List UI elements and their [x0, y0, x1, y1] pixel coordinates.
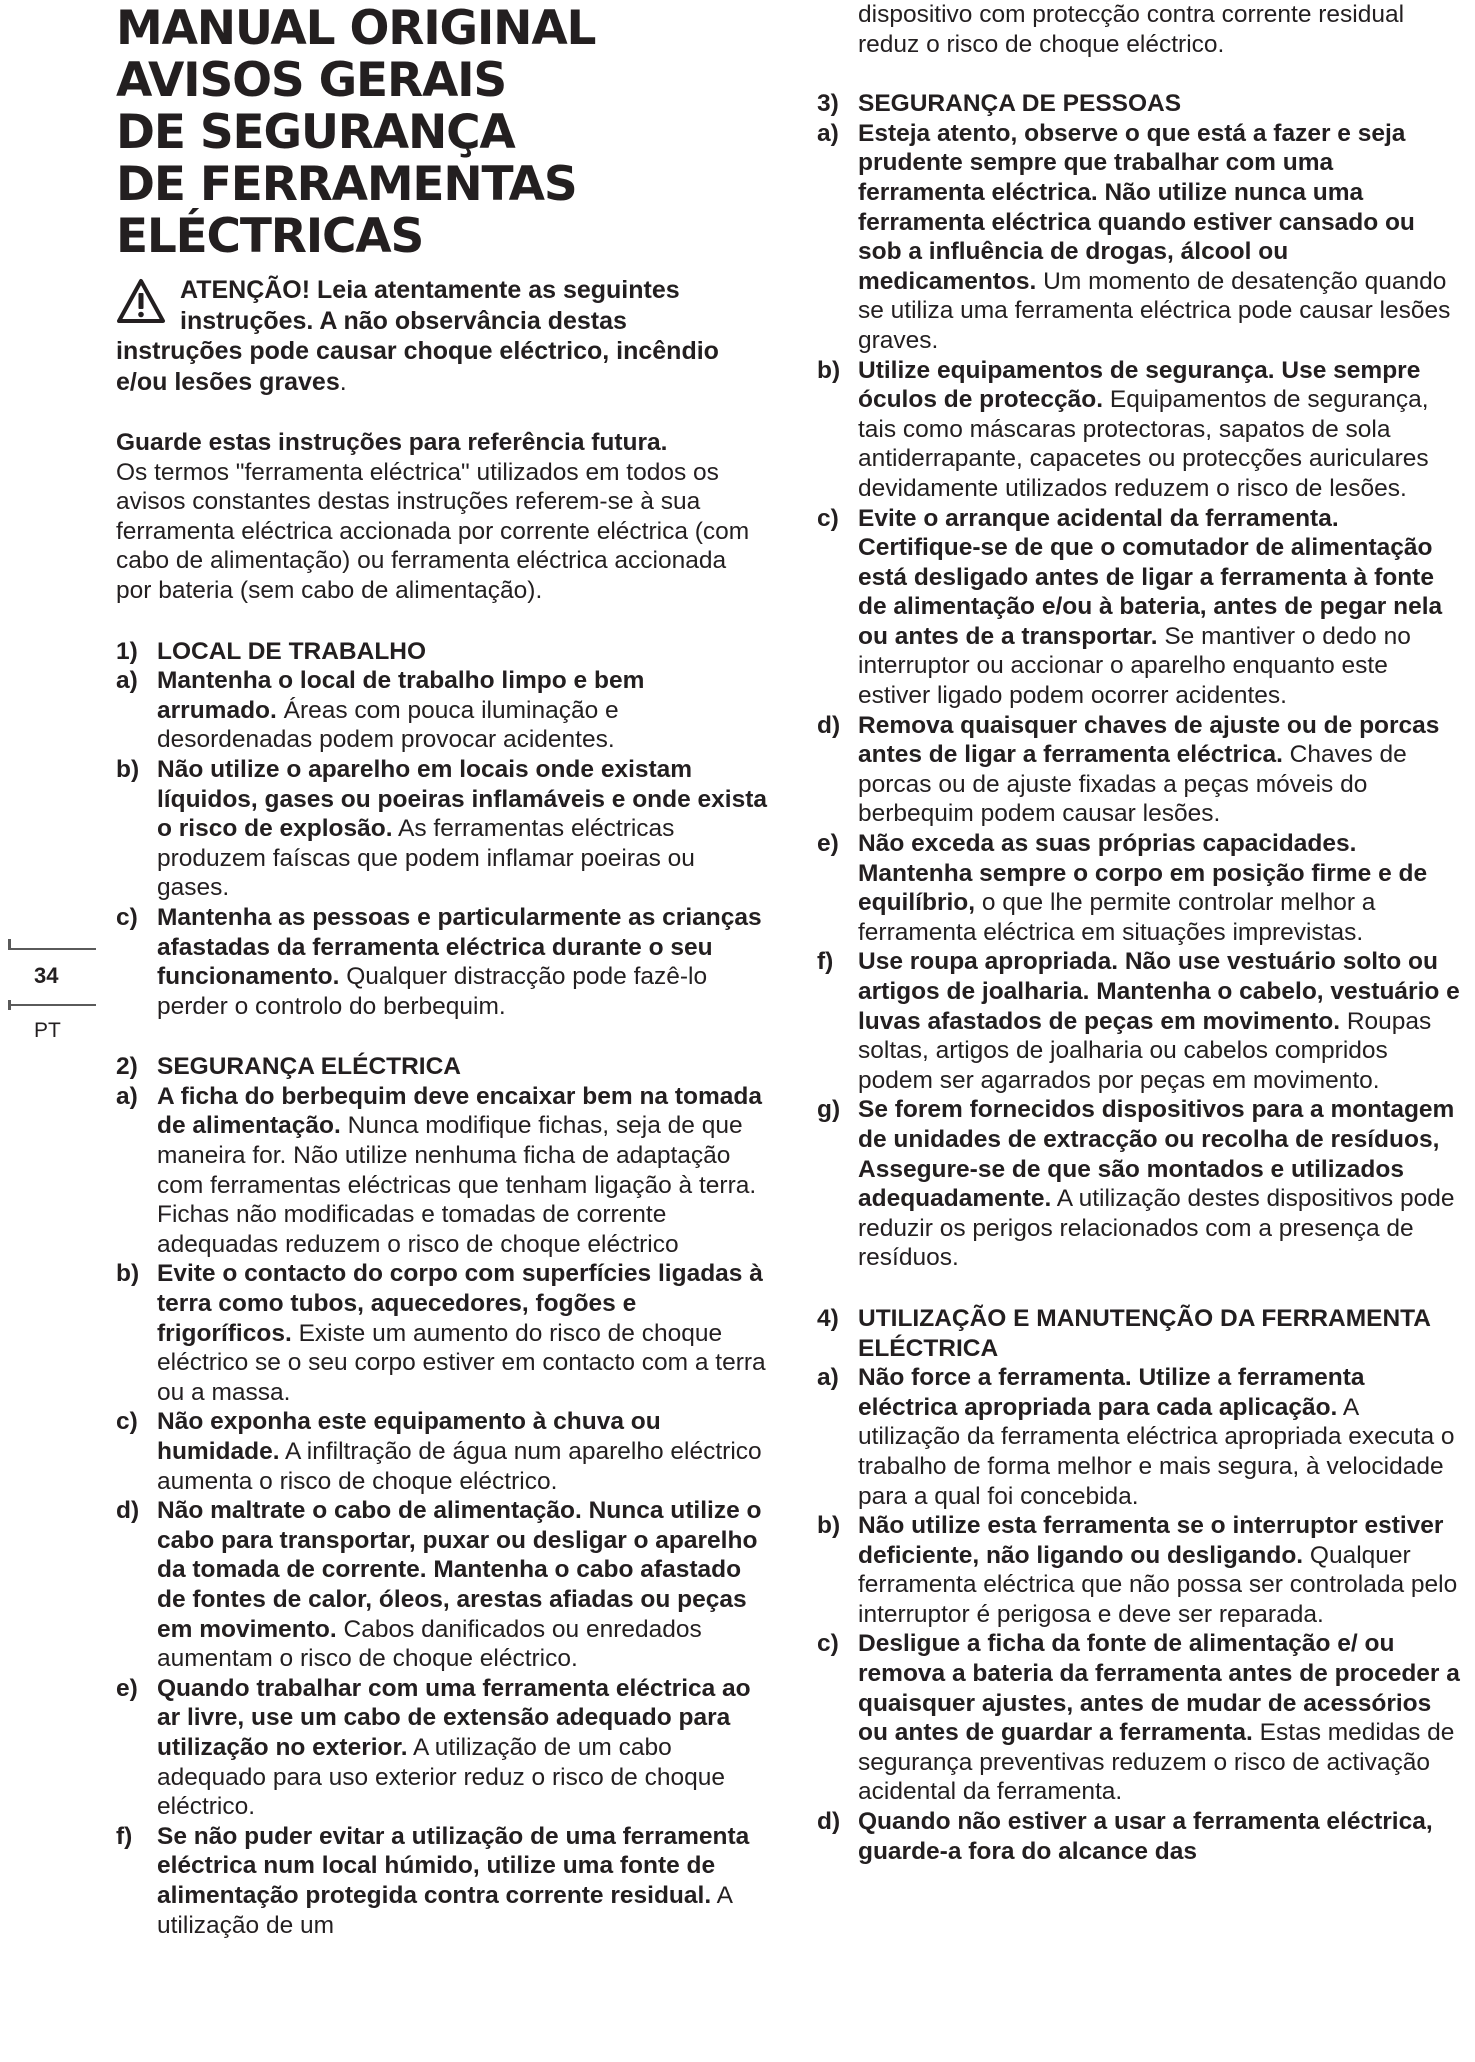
item-bold-text: Esteja atento, observe o que está a fazer e seja prudente sempre que trabalhar com uma ferramenta eléctrica. Não utilize nunca uma ferramenta eléctrica quando estiver cansado ou sob a influência de drogas, álcool ou medicamentos.	[858, 119, 1415, 295]
list-item	[817, 119, 1465, 356]
list-item	[116, 1822, 768, 1940]
title-line: DE SEGURANÇA	[116, 105, 515, 160]
list-item	[817, 711, 1465, 829]
item-bold-text: Remova quaisquer chaves de ajuste ou de porcas antes de ligar a ferramenta eléctrica.	[858, 711, 1440, 769]
item-letter: d)	[817, 1808, 841, 1836]
section-work-area	[116, 637, 768, 1022]
section-heading	[817, 1304, 1465, 1363]
left-column	[116, 0, 768, 1940]
item-bold-text: Mantenha as pessoas e particularmente as crianças afastadas da ferramenta eléctrica durante o seu funcionamento.	[157, 903, 762, 991]
continued-text: dispositivo com protecção contra corrente residual reduz o risco de choque eléctrico.	[858, 1, 1405, 58]
item-bold-text: Não exponha este equipamento à chuva ou humidade.	[157, 1408, 661, 1465]
item-bold-text: Evite o contacto do corpo com superfícies ligadas à terra como tubos, aquecedores, fogões e frigoríficos.	[157, 1260, 763, 1347]
marker-line	[8, 1004, 96, 1006]
list-item	[817, 1095, 1465, 1273]
item-letter: f)	[817, 948, 834, 976]
item-text: A utilização da ferramenta eléctrica apropriada executa o trabalho de forma melhor e mais segura, à velocidade para a qual foi concebida.	[858, 1393, 1455, 1510]
list-item	[817, 1629, 1465, 1807]
section-number: 1)	[116, 637, 138, 665]
item-text: As ferramentas eléctricas produzem faíscas que podem inflamar poeiras ou gases.	[157, 815, 695, 902]
section-title: SEGURANÇA DE PESSOAS	[858, 90, 1182, 118]
title-line: MANUAL ORIGINAL	[116, 1, 596, 56]
list-item	[116, 755, 768, 903]
section-title: UTILIZAÇÃO E MANUTENÇÃO DA FERRAMENTA ELÉCTRICA	[858, 1304, 1431, 1362]
item-text: Se mantiver o dedo no interruptor ou accionar o aparelho enquanto este estiver ligado podem ocorrer acidentes.	[858, 622, 1411, 710]
item-text: A infiltração de água num aparelho eléctrico aumenta o risco de choque eléctrico.	[157, 1438, 762, 1495]
intro-paragraph: Os termos "ferramenta eléctrica" utilizados em todos os avisos constantes destas instruções referem-se à sua ferramenta eléctrica accionada por corrente eléctrica (com cabo de alimentação) ou ferramenta eléctrica accionada por bateria (sem cabo de alimentação).	[116, 458, 750, 604]
warning-end: .	[339, 367, 347, 396]
document-title	[116, 3, 768, 263]
section-heading	[116, 1052, 768, 1082]
item-text: Nunca modifique fichas, seja de que maneira for. Não utilize nenhuma ficha de adaptação com ferramentas eléctricas que tenham ligação à terra. Fichas não modificadas e tomadas de corrente adequadas reduzem o risco de choque eléctrico	[157, 1112, 757, 1258]
section-personal-safety	[817, 89, 1465, 1273]
item-letter: b)	[116, 1260, 140, 1288]
list-item	[817, 504, 1465, 711]
item-text: Equipamentos de segurança, tais como máscaras protectoras, sapatos de sola antiderrapante, capacetes ou protecções auriculares devidamente utilizados reduzem o risco de lesões.	[858, 386, 1429, 502]
item-bold-text: Desligue a ficha da fonte de alimentação e/ ou remova a bateria da ferramenta antes de proceder a quaisquer ajustes, antes de mudar de acessórios ou antes de guardar a ferramenta.	[858, 1630, 1460, 1747]
item-bold-text: Quando não estiver a usar a ferramenta eléctrica, guarde-a fora do alcance das	[858, 1808, 1433, 1865]
item-letter: b)	[116, 755, 140, 783]
item-letter: e)	[116, 1674, 138, 1702]
item-bold-text: Se não puder evitar a utilização de uma ferramenta eléctrica num local húmido, utilize uma fonte de alimentação protegida contra corrente residual.	[157, 1822, 750, 1909]
list-item	[817, 1511, 1465, 1629]
section-title: LOCAL DE TRABALHO	[157, 637, 427, 665]
title-line: ELÉCTRICAS	[116, 209, 424, 264]
item-letter: a)	[817, 1364, 839, 1392]
item-letter: b)	[817, 1512, 841, 1540]
item-text: Estas medidas de segurança preventivas reduzem o risco de activação acidental da ferramenta.	[858, 1719, 1455, 1806]
marker-line-end	[8, 1000, 11, 1010]
page-number: 34	[34, 963, 59, 988]
item-text: A utilização de um	[157, 1881, 732, 1939]
list-item	[116, 666, 768, 755]
item-bold-text: Não force a ferramenta. Utilize a ferramenta eléctrica apropriada para cada aplicação.	[858, 1364, 1365, 1421]
section-use-maintenance	[817, 1304, 1465, 1866]
item-text: Cabos danificados ou enredados aumentam o risco de choque eléctrico.	[157, 1615, 702, 1673]
item-text: Existe um aumento do risco de choque eléctrico se o seu corpo estiver em contacto com a terra ou a massa.	[157, 1319, 766, 1406]
item-bold-text: Utilize equipamentos de segurança. Use sempre óculos de protecção.	[858, 356, 1421, 414]
marker-line-end	[8, 939, 11, 949]
section-heading	[817, 89, 1465, 119]
item-letter: f)	[116, 1822, 133, 1850]
section-heading	[116, 637, 768, 667]
list-item	[116, 1082, 768, 1260]
list-item	[116, 903, 768, 1021]
item-letter: a)	[817, 119, 839, 147]
keep-instructions-label: Guarde estas instruções para referência futura.	[116, 429, 668, 456]
right-column	[817, 0, 1465, 1866]
item-letter: a)	[116, 667, 138, 695]
marker-line	[8, 948, 96, 950]
warning-line-1: ATENÇÃO! Leia atentamente as seguintes	[180, 276, 680, 304]
item-letter: c)	[116, 1408, 138, 1436]
item-bold-text: Se forem fornecidos dispositivos para a montagem de unidades de extracção ou recolha de resíduos, Assegure-se de que são montados e utilizados adequadamente.	[858, 1096, 1455, 1213]
list-item	[817, 829, 1465, 947]
item-bold-text: Mantenha o local de trabalho limpo e bem arrumado.	[157, 667, 645, 724]
item-text: Chaves de porcas ou de ajuste fixadas a peças móveis do berbequim podem causar lesões.	[858, 741, 1407, 828]
item-bold-text: Use roupa apropriada. Não use vestuário solto ou artigos de joalharia. Mantenha o cabelo, vestuário e luvas afastados de peças em movimento.	[858, 948, 1460, 1035]
item-letter: c)	[116, 903, 138, 931]
list-item	[116, 1674, 768, 1822]
warning-rest: instruções pode causar choque eléctrico, incêndio e/ou lesões graves	[116, 337, 719, 396]
title-line: DE FERRAMENTAS	[116, 157, 577, 212]
item-letter: c)	[817, 1630, 839, 1658]
item-letter: d)	[817, 711, 841, 739]
item-text: Qualquer ferramenta eléctrica que não possa ser controlada pelo interruptor é perigosa e deve ser reparada.	[858, 1541, 1458, 1628]
warning-block	[116, 275, 768, 397]
item-text: Um momento de desatenção quando se utiliza uma ferramenta eléctrica pode causar lesões graves.	[858, 267, 1451, 354]
list-item	[817, 356, 1465, 504]
item-letter: b)	[817, 356, 841, 384]
item-text: A utilização destes dispositivos pode reduzir os perigos relacionados com a presença de resíduos.	[858, 1185, 1455, 1272]
warning-triangle-icon	[116, 278, 166, 324]
list-item	[116, 1407, 768, 1496]
warning-text	[116, 336, 768, 397]
item-letter: c)	[817, 504, 839, 532]
section-number: 3)	[817, 90, 839, 118]
item-bold-text: Não exceda as suas próprias capacidades. Mantenha sempre o corpo em posição firme e de equilíbrio,	[858, 830, 1428, 917]
list-item	[817, 1363, 1465, 1511]
item-bold-text: Quando trabalhar com uma ferramenta eléctrica ao ar livre, use um cabo de extensão adequado para utilização no exterior.	[157, 1674, 751, 1761]
item-bold-text: Não utilize esta ferramenta se o interruptor estiver deficiente, não ligando ou desligando.	[858, 1512, 1444, 1569]
item-text: o que lhe permite controlar melhor a ferramenta eléctrica em situações imprevistas.	[858, 889, 1376, 946]
list-item	[817, 1807, 1465, 1866]
list-item	[817, 947, 1465, 1095]
item-text: Roupas soltas, artigos de joalharia ou cabelos compridos podem ser agarrados por peças em movimento.	[858, 1007, 1432, 1094]
item-letter: a)	[116, 1082, 138, 1110]
section-number: 4)	[817, 1304, 839, 1332]
item-bold-text: Evite o arranque acidental da ferramenta. Certifique-se de que o comutador de alimentação está desligado antes de ligar a ferramenta à fonte de alimentação e/ou à bateria, antes de pegar nela ou antes de a transportar.	[858, 504, 1443, 650]
item-text: Áreas com pouca iluminação e desordenadas podem provocar acidentes.	[157, 696, 619, 754]
item-bold-text: Não utilize o aparelho em locais onde existam líquidos, gases ou poeiras inflamáveis e onde exista o risco de explosão.	[157, 755, 767, 843]
section-title: SEGURANÇA ELÉCTRICA	[157, 1053, 461, 1081]
section-number: 2)	[116, 1053, 138, 1081]
item-letter: d)	[116, 1497, 140, 1525]
item-bold-text: Não maltrate o cabo de alimentação. Nunca utilize o cabo para transportar, puxar ou desligar o aparelho da tomada de corrente. Mantenha o cabo afastado de fontes de calor, óleos, arestas afiadas ou peças em movimento.	[157, 1497, 762, 1643]
title-line: AVISOS GERAIS	[116, 53, 507, 108]
item-text: Qualquer distracção pode fazê-lo perder o controlo do berbequim.	[157, 963, 708, 1020]
item-bold-text: A ficha do berbequim deve encaixar bem na tomada de alimentação.	[157, 1082, 762, 1140]
language-code: PT	[34, 1019, 61, 1042]
item-letter: e)	[817, 830, 839, 858]
section-electrical-safety	[116, 1052, 768, 1940]
item-letter: g)	[817, 1096, 841, 1124]
list-item	[116, 1496, 768, 1674]
item-text: A utilização de um cabo adequado para uso exterior reduz o risco de choque eléctrico.	[157, 1733, 725, 1821]
warning-line-2: instruções. A não observância destas	[180, 306, 627, 335]
list-item	[116, 1259, 768, 1407]
